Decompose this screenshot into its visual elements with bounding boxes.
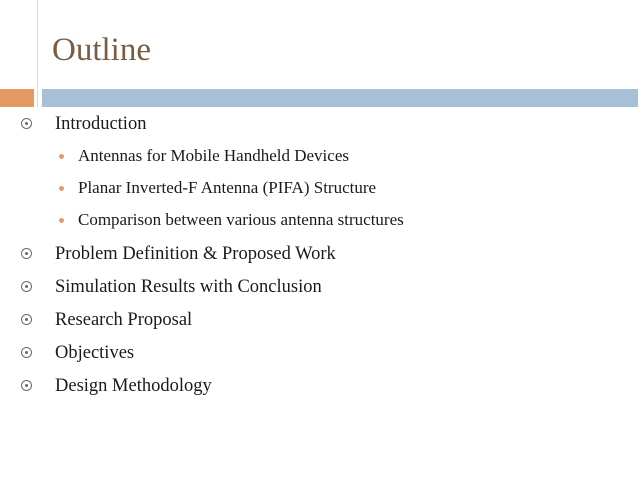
round-bullet-icon: [59, 154, 64, 159]
slide-title: Outline: [52, 32, 151, 68]
round-bullet-icon: [59, 218, 64, 223]
circled-dot-bullet-icon: [21, 248, 32, 259]
circled-dot-bullet-icon: [21, 118, 32, 129]
circled-dot-bullet-icon: [21, 314, 32, 325]
bullet-text: Objectives: [55, 343, 135, 363]
sub-bullet-text: Antennas for Mobile Handheld Devices: [78, 146, 349, 165]
round-bullet-icon: [59, 186, 64, 191]
accent-bar-orange: [0, 89, 34, 107]
sub-bullet-text: Planar Inverted-F Antenna (PIFA) Structure: [78, 178, 377, 197]
circled-dot-bullet-icon: [21, 281, 32, 292]
circled-dot-bullet-icon: [21, 380, 32, 391]
accent-bar-blue: [42, 89, 638, 107]
bullet-text: Introduction: [55, 114, 147, 134]
bullet-text: Problem Definition & Proposed Work: [55, 244, 336, 264]
bullet-text: Research Proposal: [55, 310, 193, 330]
bullet-text: Design Methodology: [55, 376, 212, 396]
sub-bullet-text: Comparison between various antenna structures: [78, 210, 404, 229]
circled-dot-bullet-icon: [21, 347, 32, 358]
bullet-text: Simulation Results with Conclusion: [55, 277, 322, 297]
left-guide-rule: [37, 0, 38, 107]
